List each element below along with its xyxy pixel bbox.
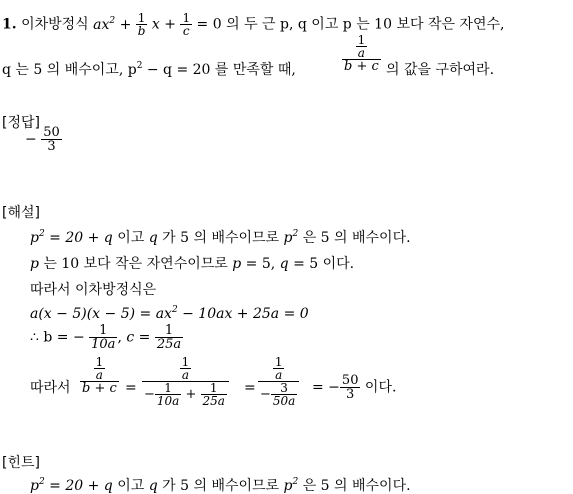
problem-condition-1: 의 두 근 p, q 이고 p 는 10 보다 작은 자연수, (226, 16, 505, 33)
solution-line-5: ∴ b = − $\frac{1}{10a}$ , c = $\frac{1}{25a}$ (30, 323, 182, 352)
solution-line-4: $a(x - 5)(x - 5) = ax^2 - 10ax + 25a = 0$ (30, 305, 309, 322)
solution-result: = − $\frac{50}{3}$ 이다. (312, 373, 397, 402)
answer-numerator: 50 (43, 125, 60, 140)
problem-condition-3: − q = 20 를 만족할 때, (142, 62, 296, 78)
solution-fraction-a: $\frac{\frac{1}{a}}{b + c}$ (82, 355, 117, 396)
answer-value (25, 126, 62, 153)
problem-nested-fraction: $\frac{\frac{1}{a}}{b + c}$ (344, 33, 379, 74)
answer-label: [정답] (2, 115, 40, 131)
solution-line-2: p 는 10 보다 작은 자연수이므로 p = 5, q = 5 이다. (30, 256, 355, 272)
problem-line-1 (2, 12, 504, 37)
equation-term: $ax^2$ + (93, 15, 132, 33)
solution-fraction-b: $\frac{1}{a}$ − $\frac{1}{10a}$ + $\frac{1}{25a}$ (142, 356, 229, 407)
solution-line-6-prefix: 따라서 (30, 380, 71, 396)
equals-sign-2: = (244, 380, 256, 396)
solution-line-3: 따라서 이차방정식은 (30, 282, 157, 298)
solution-end: 이다. (364, 379, 397, 396)
equation-eq: = 0 (196, 16, 222, 33)
therefore-b: ∴ b = − (30, 329, 85, 346)
hint-line-1: $p^2 = 20 + q$ 이고 q 가 5 의 배수이므로 $p^2$ 은 5 의 배수이다. (30, 477, 411, 494)
fraction-1-over-c: $\frac{1}{c}$ (182, 11, 191, 38)
fraction-1-over-b: $\frac{1}{b}$ (137, 11, 146, 38)
solution-fraction-c: $\frac{1}{a}$ − $\frac{3}{50a}$ (258, 356, 299, 407)
problem-number: 1. (2, 16, 17, 33)
hint-label: [힌트] (2, 455, 40, 471)
problem-condition-2: q 는 5 의 배수이고, p (2, 62, 137, 78)
answer-denominator: 3 (41, 139, 62, 153)
equation-term: x + (151, 16, 176, 33)
problem-line-2: q 는 5 의 배수이고, $p^2 - q = 20$ 를 만족할 때, (2, 61, 296, 78)
answer-sign: − (25, 131, 37, 148)
solution-line-1: $p^2 = 20 + q$ 이고 q 가 5 의 배수이므로 $p^2$ 은 5 의 배수이다. (30, 229, 411, 246)
problem-prefix: 이차방정식 (21, 16, 89, 33)
problem-end: 의 값을 구하여라. (386, 62, 495, 78)
solution-label: [해설] (2, 205, 40, 221)
equals-sign-1: = (125, 380, 137, 396)
